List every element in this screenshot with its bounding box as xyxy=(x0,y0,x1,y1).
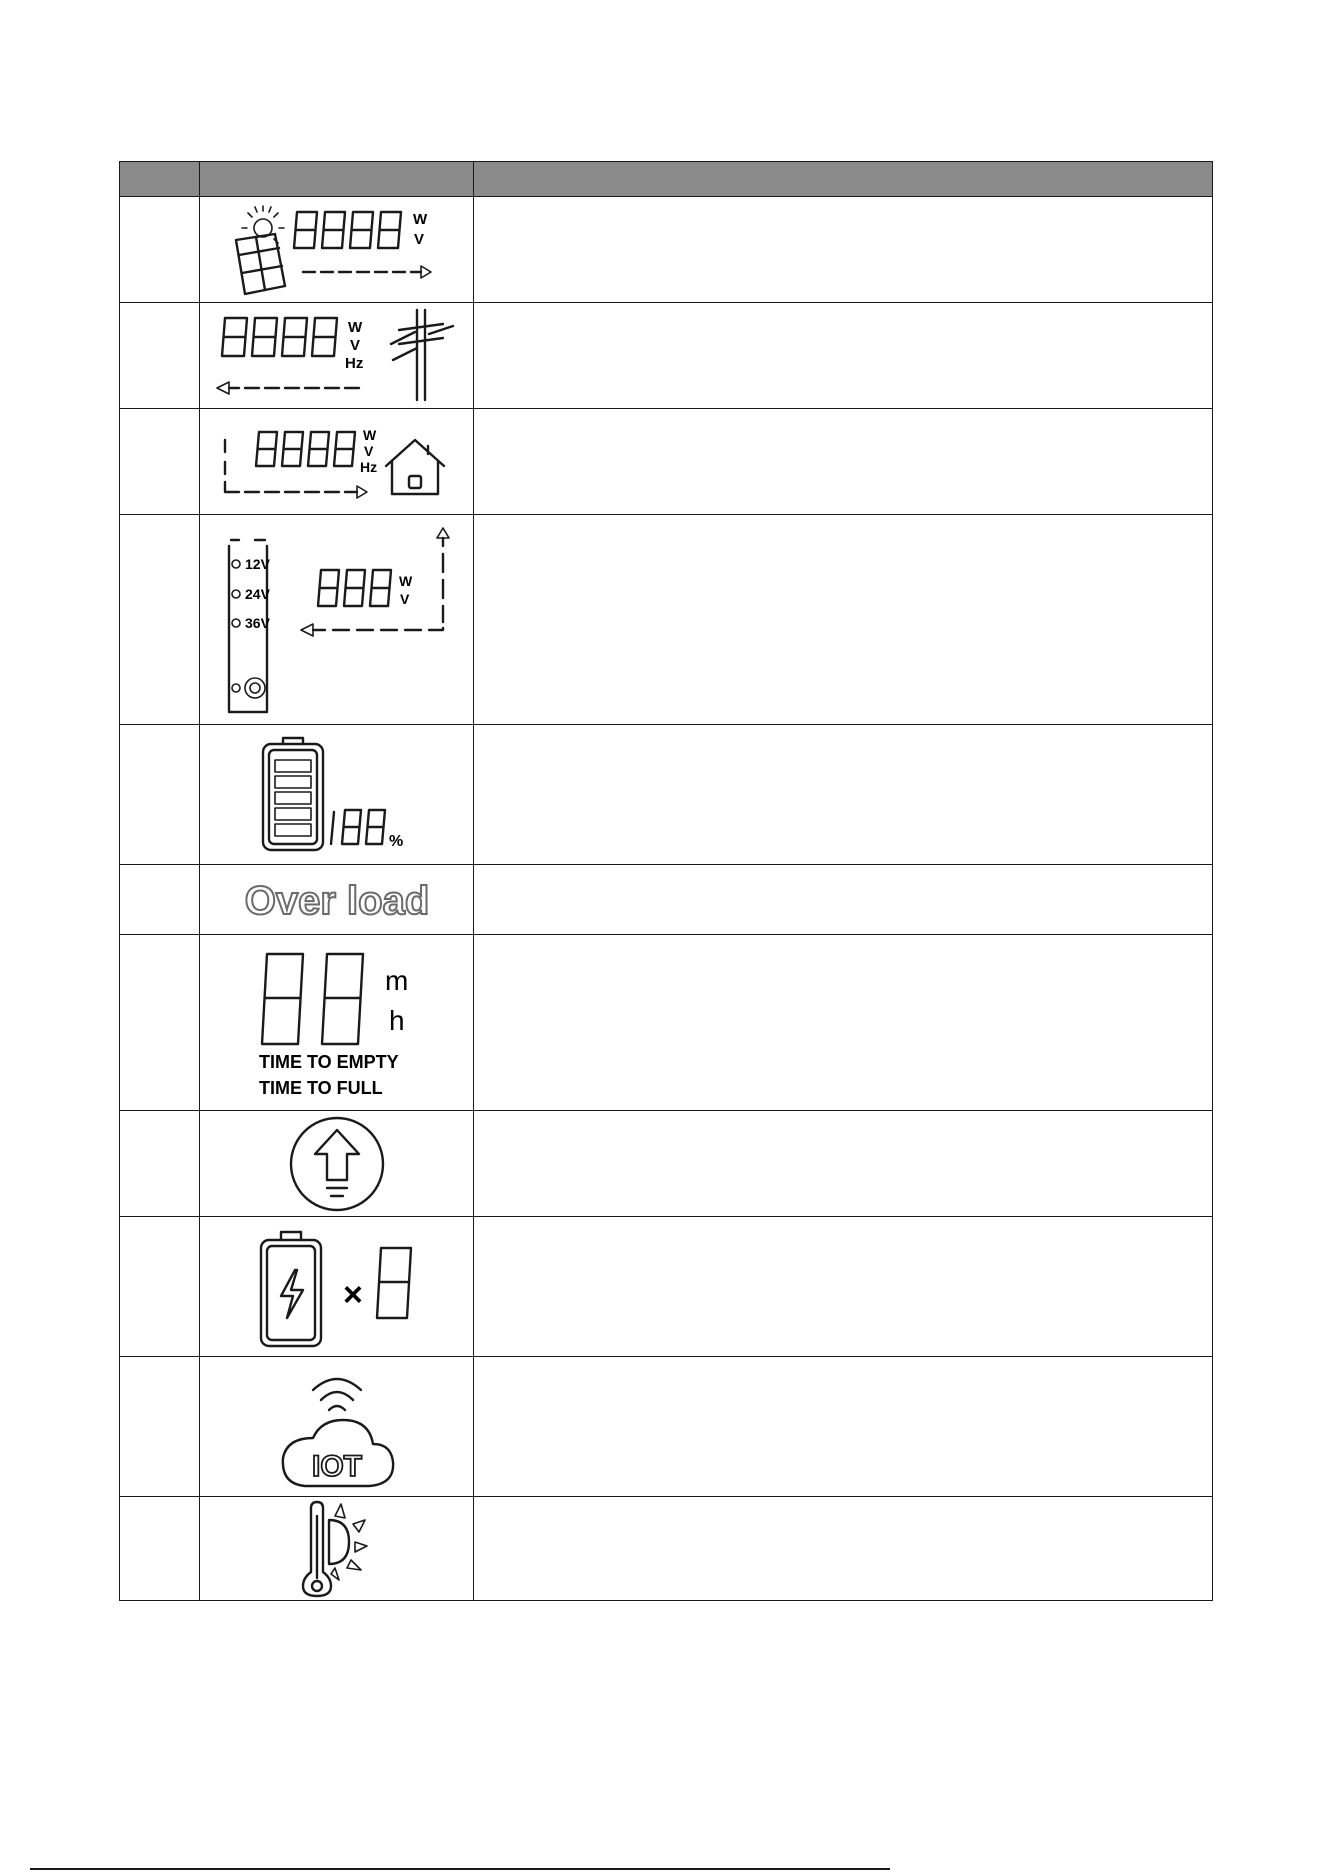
icon-cell xyxy=(200,935,474,1111)
upgrade-arrow-icon xyxy=(203,1112,471,1216)
icon-cell xyxy=(200,409,474,515)
footer-rule xyxy=(30,1868,890,1870)
table-row xyxy=(120,1497,1213,1601)
load-unit-hz: Hz xyxy=(359,458,377,475)
lcd-icon-table xyxy=(119,161,1213,1601)
description-cell xyxy=(474,1497,1213,1601)
table-row xyxy=(120,197,1213,303)
icon-cell xyxy=(200,1217,474,1357)
icon-cell xyxy=(200,197,474,303)
battery-unit-percent: % xyxy=(388,832,403,850)
icon-cell xyxy=(200,865,474,935)
house-outline xyxy=(386,440,444,494)
row-number-cell xyxy=(120,1497,200,1601)
battery-bolt-icon xyxy=(203,1218,471,1356)
pv-unit-w: W xyxy=(412,210,427,228)
flow-arrow-left xyxy=(313,538,443,630)
time-unit-h: h xyxy=(388,1004,405,1036)
grid-unit-hz: Hz xyxy=(344,354,363,372)
table-header-row xyxy=(120,162,1213,197)
grid-seven-seg-digits xyxy=(222,318,337,356)
dc-36v-label: 36V xyxy=(244,614,270,631)
row-number-cell xyxy=(120,1357,200,1497)
table-row xyxy=(120,515,1213,725)
overload-text: Over load xyxy=(244,878,429,923)
description-cell xyxy=(474,865,1213,935)
description-cell xyxy=(474,303,1213,409)
table-row xyxy=(120,935,1213,1111)
icon-cell xyxy=(200,1497,474,1601)
time-to-full-label: TIME TO FULL xyxy=(258,1077,383,1098)
header-cell-3 xyxy=(474,162,1213,197)
thermometer-sun-icon xyxy=(203,1498,471,1600)
description-cell xyxy=(474,725,1213,865)
table-row xyxy=(120,303,1213,409)
header-cell-2 xyxy=(200,162,474,197)
icon-cell xyxy=(200,515,474,725)
utility-pole-icon xyxy=(203,304,471,408)
dc-12v-label: 12V xyxy=(244,555,270,572)
grid-unit-w: W xyxy=(347,318,362,336)
description-cell xyxy=(474,1217,1213,1357)
time-seven-seg-digits xyxy=(262,954,363,1044)
pv-unit-v: V xyxy=(413,230,424,248)
battery-multiplier: × xyxy=(342,1275,363,1314)
row-number-cell xyxy=(120,1217,200,1357)
house-icon xyxy=(203,410,471,514)
header-cell-1 xyxy=(120,162,200,197)
row-number-cell xyxy=(120,303,200,409)
icon-cell xyxy=(200,725,474,865)
icon-cell xyxy=(200,1111,474,1217)
battery-level-icon xyxy=(203,726,471,864)
row-number-cell xyxy=(120,197,200,303)
grid-unit-v: V xyxy=(349,336,360,354)
description-cell xyxy=(474,935,1213,1111)
table-row xyxy=(120,725,1213,865)
row-number-cell xyxy=(120,935,200,1111)
dc-port-panel-icon xyxy=(203,516,471,724)
time-unit-m: m xyxy=(384,964,408,996)
dc-24v-label: 24V xyxy=(244,585,270,602)
dc-unit-v: V xyxy=(399,590,409,607)
time-display-icon xyxy=(203,936,471,1110)
description-cell xyxy=(474,197,1213,303)
row-number-cell xyxy=(120,865,200,935)
overload-label xyxy=(203,866,471,934)
iot-cloud-icon xyxy=(203,1358,471,1496)
description-cell xyxy=(474,1357,1213,1497)
battery-bars xyxy=(275,760,311,836)
table-row xyxy=(120,1111,1213,1217)
dc-unit-w: W xyxy=(398,572,412,589)
flow-arrow-right xyxy=(225,482,357,492)
load-unit-v: V xyxy=(363,442,373,459)
iot-label: IOT xyxy=(311,1449,362,1483)
pv-seven-seg-digits xyxy=(294,212,401,248)
icon-cell xyxy=(200,1357,474,1497)
description-cell xyxy=(474,409,1213,515)
table-row xyxy=(120,409,1213,515)
row-number-cell xyxy=(120,409,200,515)
table-row xyxy=(120,1357,1213,1497)
load-unit-w: W xyxy=(362,426,376,443)
table-row xyxy=(120,865,1213,935)
row-number-cell xyxy=(120,725,200,865)
icon-cell xyxy=(200,303,474,409)
row-number-cell xyxy=(120,515,200,725)
solar-panel-icon xyxy=(203,198,471,302)
table-row xyxy=(120,1217,1213,1357)
description-cell xyxy=(474,1111,1213,1217)
load-seven-seg-digits xyxy=(256,432,355,466)
battery-seven-seg-digits xyxy=(331,810,385,844)
description-cell xyxy=(474,515,1213,725)
time-to-empty-label: TIME TO EMPTY xyxy=(258,1051,399,1072)
battery-count-digit xyxy=(377,1248,411,1318)
row-number-cell xyxy=(120,1111,200,1217)
dc-seven-seg-digits xyxy=(318,570,391,606)
